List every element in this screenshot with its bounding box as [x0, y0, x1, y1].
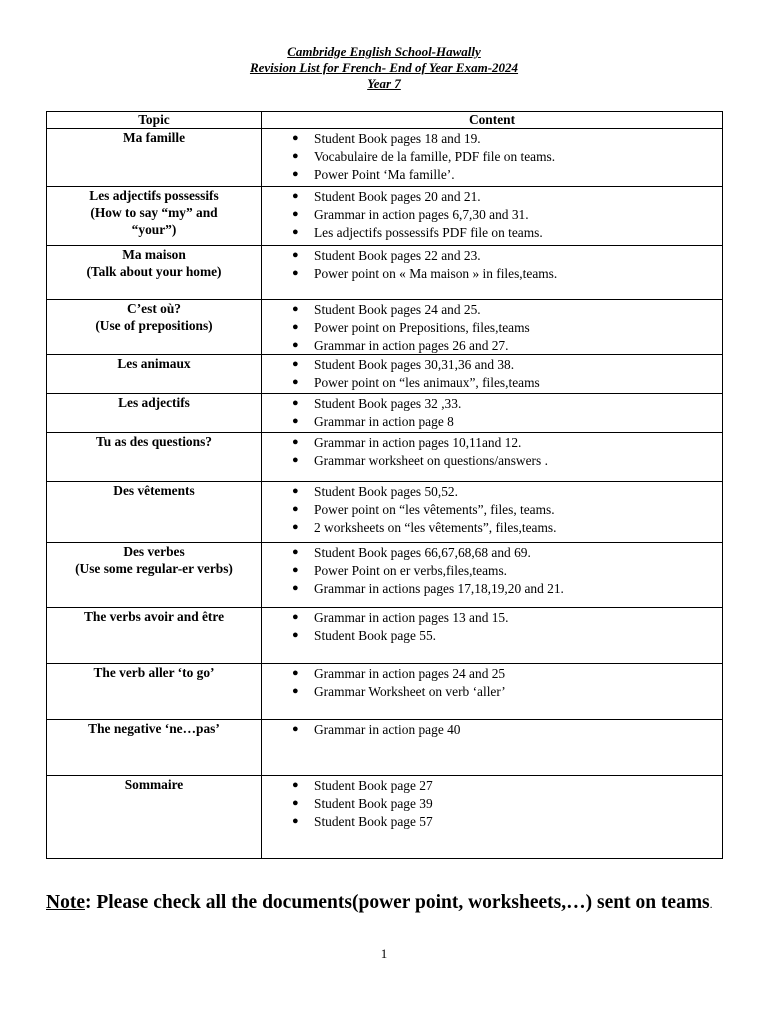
- list-item-text: Grammar in action pages 13 and 15.: [314, 610, 509, 626]
- bullet-icon: ●: [292, 667, 299, 680]
- list-item-text: Grammar in actions pages 17,18,19,20 and 21.: [314, 580, 564, 596]
- bullet-icon: ●: [292, 503, 299, 516]
- bullet-icon: ●: [292, 397, 299, 410]
- bullet-icon: ●: [292, 358, 299, 371]
- content-cell: [262, 246, 723, 300]
- topic-line: Les adjectifs possessifs: [89, 188, 219, 203]
- list-item: [292, 683, 722, 701]
- bullet-icon: ●: [292, 303, 299, 315]
- table-row: [47, 129, 723, 187]
- topic-line: (How to say “my” and: [90, 205, 218, 220]
- topic-cell: [47, 776, 262, 859]
- list-item-text: Student Book pages 20 and 21.: [314, 189, 481, 204]
- bullet-icon: ●: [292, 454, 299, 467]
- list-item-text: Grammar in action page 40: [314, 722, 461, 738]
- list-item-text: Student Book pages 24 and 25.: [314, 302, 481, 317]
- list-item-text: Grammar in action pages 26 and 27.: [314, 337, 509, 353]
- content-cell: [262, 129, 723, 187]
- table-row: [47, 543, 723, 608]
- note-paragraph: [46, 891, 726, 916]
- year-group: Year 7: [367, 76, 401, 91]
- bullet-icon: ●: [292, 581, 299, 594]
- list-item-text: Student Book page 55.: [314, 628, 436, 644]
- document-header: [0, 44, 768, 92]
- topic-line: Sommaire: [124, 777, 184, 793]
- content-cell: [262, 300, 723, 355]
- list-item: [292, 452, 722, 470]
- list-item: [292, 721, 722, 739]
- table-row: [47, 776, 723, 859]
- topic-cell: [47, 664, 262, 720]
- topic-line: Ma famille: [122, 130, 186, 145]
- bullet-icon: ●: [292, 149, 299, 162]
- list-item-text: Student Book pages 30,31,36 and 38.: [314, 357, 515, 373]
- list-item: [292, 130, 722, 148]
- list-item: [292, 813, 722, 831]
- list-item-text: Student Book pages 50,52.: [314, 484, 458, 500]
- content-list: [262, 246, 722, 283]
- list-item-text: Student Book page 57: [314, 813, 433, 829]
- page-number: 1: [380, 946, 388, 961]
- topic-cell: [47, 246, 262, 300]
- content-cell: [262, 433, 723, 482]
- bullet-icon: ●: [292, 415, 299, 428]
- list-item: [292, 301, 722, 319]
- topic-line: (Talk about your home): [86, 264, 222, 279]
- list-item: [292, 795, 722, 813]
- bullet-icon: ●: [292, 814, 299, 827]
- content-list: [262, 776, 722, 830]
- list-item-text: 2 worksheets on “les vêtements”, files,teams.: [314, 519, 557, 535]
- content-list: [262, 300, 722, 354]
- topic-cell: [47, 433, 262, 482]
- list-item: [292, 148, 722, 166]
- topic-line: “your”): [131, 222, 177, 237]
- topic-line: Tu as des questions?: [96, 434, 212, 450]
- bullet-icon: ●: [292, 629, 299, 642]
- list-item: [292, 319, 722, 337]
- topic-line: (Use some regular-er verbs): [75, 561, 233, 577]
- topic-line: C’est où?: [127, 301, 181, 316]
- note-end: .: [709, 897, 713, 911]
- list-item-text: Power point on “les animaux”, files,teams: [314, 375, 540, 391]
- table-row: [47, 355, 723, 394]
- topic-line: Ma maison: [122, 247, 186, 262]
- bullet-icon: ●: [292, 520, 299, 533]
- content-list: [262, 720, 722, 739]
- list-item: [292, 374, 722, 392]
- list-item-text: Grammar in action page 8: [314, 414, 454, 430]
- bullet-icon: ●: [292, 320, 299, 333]
- list-item: [292, 501, 722, 519]
- table-row: [47, 300, 723, 355]
- list-item-text: Power point on “les vêtements”, files, teams.: [314, 502, 555, 518]
- bullet-icon: ●: [292, 249, 299, 261]
- school-name: Cambridge English School-Hawally: [287, 44, 481, 59]
- topic-cell: [47, 300, 262, 355]
- content-cell: [262, 355, 723, 394]
- list-item: [292, 166, 722, 184]
- bullet-icon: ●: [292, 190, 299, 202]
- topic-line: The verbs avoir and être: [83, 609, 225, 625]
- content-list: [262, 664, 722, 701]
- bullet-icon: ●: [292, 779, 299, 792]
- table-row: [47, 664, 723, 720]
- table-row: [47, 187, 723, 246]
- content-list: [262, 355, 722, 392]
- list-item: [292, 544, 722, 562]
- bullet-icon: ●: [292, 266, 299, 279]
- bullet-icon: ●: [292, 485, 299, 498]
- content-list: [262, 394, 722, 431]
- bullet-icon: ●: [292, 167, 299, 180]
- content-cell: [262, 720, 723, 776]
- document-title: Revision List for French- End of Year Exam-2024: [249, 60, 519, 75]
- list-item-text: Student Book page 39: [314, 796, 433, 812]
- list-item-text: Grammar in action pages 10,11and 12.: [314, 435, 522, 451]
- list-item: [292, 434, 722, 452]
- list-item: [292, 265, 722, 283]
- bullet-icon: ●: [292, 797, 299, 810]
- table-row: [47, 482, 723, 543]
- bullet-icon: ●: [292, 376, 299, 389]
- list-item: [292, 562, 722, 580]
- topic-line: (Use of prepositions): [95, 318, 213, 333]
- table-header-row: [47, 112, 723, 129]
- column-header-content: Content: [262, 112, 723, 129]
- content-list: [262, 543, 722, 597]
- content-cell: [262, 664, 723, 720]
- topic-cell: [47, 608, 262, 664]
- content-list: [262, 129, 722, 183]
- bullet-icon: ●: [292, 564, 299, 577]
- content-list: [262, 187, 722, 241]
- list-item: [292, 188, 722, 206]
- bullet-icon: ●: [292, 225, 299, 238]
- content-cell: [262, 394, 723, 433]
- note-text: : Please check all the documents(power point, worksheets,…) sent on teams: [84, 892, 710, 913]
- bullet-icon: ●: [292, 546, 299, 559]
- list-item: [292, 580, 722, 598]
- table-row: [47, 608, 723, 664]
- content-list: [262, 433, 722, 470]
- list-item: [292, 206, 722, 224]
- table-row: [47, 720, 723, 776]
- bullet-icon: ●: [292, 338, 299, 351]
- list-item-text: Power Point on er verbs,files,teams.: [314, 563, 508, 579]
- bullet-icon: ●: [292, 132, 299, 144]
- list-item-text: Student Book pages 32 ,33.: [314, 396, 462, 412]
- list-item: [292, 665, 722, 683]
- topic-cell: [47, 187, 262, 246]
- list-item-text: Power Point ‘Ma famille’.: [314, 166, 455, 182]
- topic-cell: [47, 482, 262, 543]
- topic-cell: [47, 355, 262, 394]
- topic-line: The negative ‘ne…pas’: [88, 721, 220, 737]
- topic-line: Les animaux: [117, 356, 191, 372]
- list-item: [292, 413, 722, 431]
- column-header-topic: Topic: [47, 112, 262, 129]
- topic-line: Les adjectifs: [118, 395, 190, 411]
- content-list: [262, 482, 722, 536]
- list-item-text: Grammar in action pages 6,7,30 and 31.: [314, 206, 529, 222]
- list-item-text: Les adjectifs possessifs PDF file on teams.: [314, 224, 543, 240]
- list-item: [292, 356, 722, 374]
- table-row: [47, 246, 723, 300]
- topic-cell: [47, 129, 262, 187]
- content-cell: [262, 543, 723, 608]
- list-item-text: Student Book page 27: [314, 778, 433, 794]
- list-item: [292, 777, 722, 795]
- list-item: [292, 247, 722, 265]
- content-cell: [262, 482, 723, 543]
- list-item: [292, 627, 722, 645]
- bullet-icon: ●: [292, 611, 299, 624]
- topic-line: Des vêtements: [113, 483, 195, 499]
- revision-table: [46, 111, 723, 859]
- list-item: [292, 224, 722, 242]
- bullet-icon: ●: [292, 436, 299, 449]
- table-body: [47, 129, 723, 859]
- list-item-text: Grammar worksheet on questions/answers .: [314, 453, 548, 469]
- list-item-text: Grammar Worksheet on verb ‘aller’: [314, 684, 506, 700]
- list-item: [292, 337, 722, 355]
- list-item: [292, 519, 722, 537]
- content-cell: [262, 776, 723, 859]
- note-label: Note: [46, 892, 85, 913]
- topic-cell: [47, 543, 262, 608]
- content-list: [262, 608, 722, 645]
- bullet-icon: ●: [292, 723, 299, 736]
- list-item: [292, 395, 722, 413]
- list-item-text: Student Book pages 66,67,68,68 and 69.: [314, 545, 531, 561]
- list-item-text: Power point on « Ma maison » in files,teams.: [314, 265, 558, 281]
- list-item-text: Student Book pages 18 and 19.: [314, 131, 481, 146]
- content-cell: [262, 608, 723, 664]
- bullet-icon: ●: [292, 685, 299, 698]
- topic-line: Des verbes: [123, 544, 185, 560]
- list-item: [292, 483, 722, 501]
- list-item-text: Power point on Prepositions, files,teams: [314, 319, 530, 335]
- list-item-text: Grammar in action pages 24 and 25: [314, 666, 506, 682]
- table-row: [47, 394, 723, 433]
- list-item-text: Student Book pages 22 and 23.: [314, 248, 481, 263]
- list-item-text: Vocabulaire de la famille, PDF file on teams.: [314, 148, 556, 164]
- bullet-icon: ●: [292, 207, 299, 220]
- topic-line: The verb aller ‘to go’: [93, 665, 215, 681]
- list-item: [292, 609, 722, 627]
- table-row: [47, 433, 723, 482]
- topic-cell: [47, 720, 262, 776]
- content-cell: [262, 187, 723, 246]
- topic-cell: [47, 394, 262, 433]
